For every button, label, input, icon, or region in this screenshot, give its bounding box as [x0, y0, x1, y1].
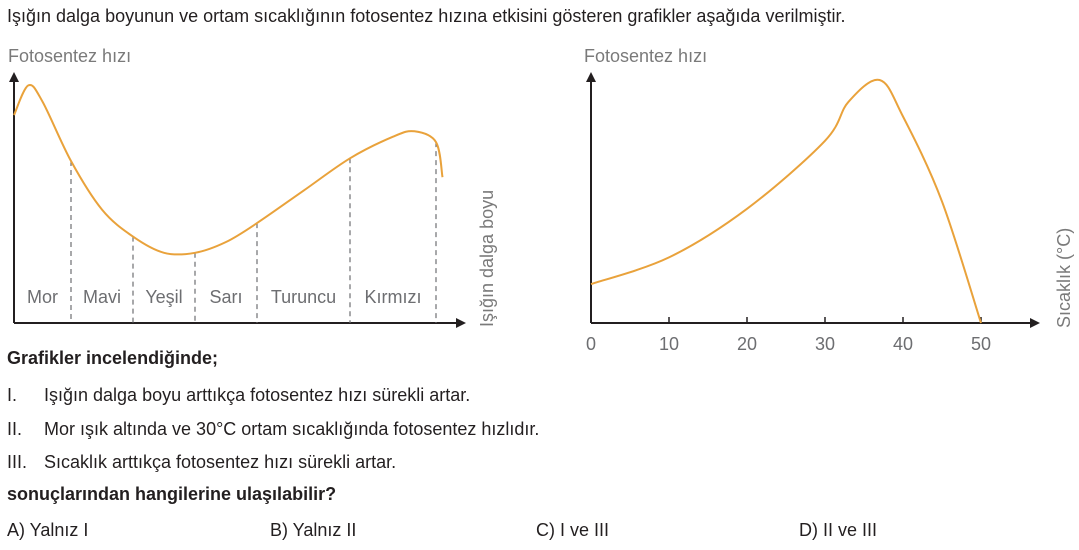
statement-1 — [7, 385, 470, 406]
option-d[interactable]: D) II ve III — [799, 520, 878, 540]
x-tick-label: 50 — [970, 334, 992, 354]
x-tick-label: 20 — [736, 334, 758, 354]
region-label: Yeşil — [145, 287, 183, 307]
chart2-y-axis-label: Fotosentez hızı — [584, 46, 708, 66]
region-label: Mavi — [82, 287, 122, 307]
statement-text: Mor ışık altında ve 30°C ortam sıcaklığında fotosentez hızlıdır. — [44, 419, 540, 439]
x-tick-label: 10 — [658, 334, 680, 354]
chart1-y-axis-label: Fotosentez hızı — [8, 46, 132, 66]
region-label: Turuncu — [270, 287, 337, 307]
statement-number: I. — [7, 385, 18, 405]
option-a[interactable]: A) Yalnız I — [7, 520, 89, 540]
chart2-x-axis-label: Sıcaklık (°C) — [1054, 227, 1074, 328]
statement-number: II. — [7, 419, 23, 439]
chart2-series-line — [591, 80, 981, 323]
statement-3 — [7, 452, 396, 473]
option-c[interactable]: C) I ve III — [536, 520, 610, 540]
option-b[interactable]: B) Yalnız II — [270, 520, 357, 540]
question-prompt: Grafikler incelendiğinde; — [7, 348, 219, 368]
x-tick-label: 0 — [585, 334, 597, 354]
region-label: Sarı — [209, 287, 243, 307]
statement-text: Sıcaklık arttıkça fotosentez hızı sürekli artar. — [44, 452, 397, 472]
statement-2 — [7, 419, 539, 440]
x-tick-label: 30 — [814, 334, 836, 354]
region-label: Mor — [27, 287, 58, 307]
statement-number: III. — [7, 452, 28, 472]
question-closing: sonuçlarından hangilerine ulaşılabilir? — [7, 484, 337, 504]
statement-text: Işığın dalga boyu arttıkça fotosentez hızı sürekli artar. — [44, 385, 471, 405]
question-intro: Işığın dalga boyunun ve ortam sıcaklığının fotosentez hızına etkisini gösteren grafikler aşağıda verilmiştir. — [7, 6, 846, 26]
x-tick-label: 40 — [892, 334, 914, 354]
region-label: Kırmızı — [364, 287, 422, 307]
chart1-x-axis-label: Işığın dalga boyu — [477, 189, 497, 327]
